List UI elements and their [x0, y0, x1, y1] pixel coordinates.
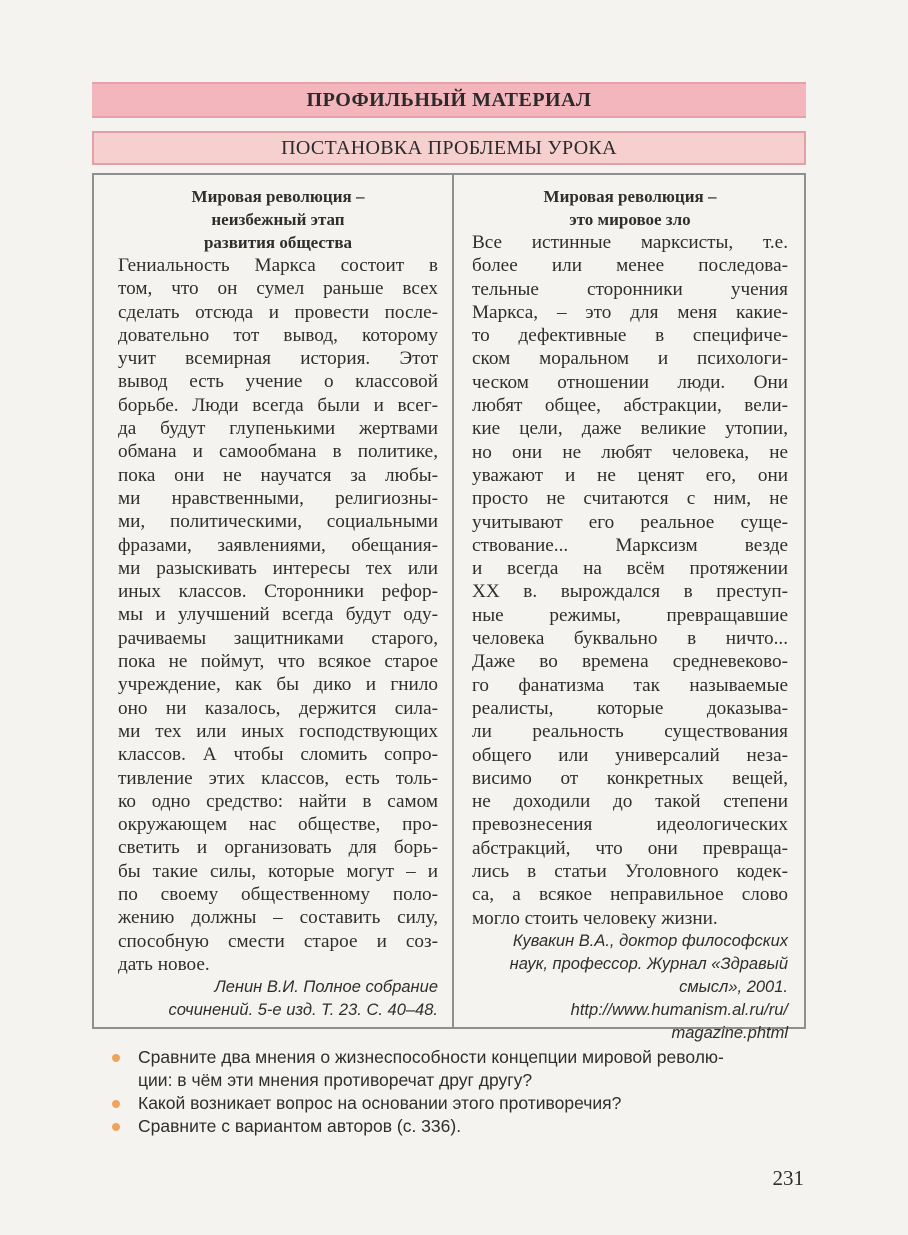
- section-banner-lesson-problem: [92, 131, 806, 165]
- text-line: Даже во времена средневеково-: [472, 651, 788, 673]
- text-line: ми нравственными, религиозны-: [118, 487, 438, 509]
- text-line: ми разыскивать интересы тех или: [118, 557, 438, 579]
- text-line: XX в. вырождался в преступ-: [472, 581, 788, 603]
- text-line: са, а всякое неправильное слово: [472, 884, 788, 906]
- text-line: борьбе. Люди всегда были и всег-: [118, 394, 438, 416]
- text-line: ми тех или иных господствующих: [118, 720, 438, 742]
- text-line: окружающем нас обществе, про-: [118, 814, 438, 836]
- source-citation-right: [472, 930, 788, 1045]
- heading-line: развития общества: [203, 233, 353, 252]
- text-line: сделать отсюда и провести после-: [118, 301, 438, 323]
- heading-line: неизбежный этап: [211, 210, 345, 229]
- text-line: более или менее последова-: [472, 255, 788, 277]
- text-line: тивление этих классов, есть толь-: [118, 767, 438, 789]
- citation-line: Кувакин В.А., доктор философских: [512, 931, 788, 950]
- opinion-heading-left: [118, 185, 438, 254]
- opinion-heading-right: [472, 185, 788, 231]
- bullet-icon: [112, 1100, 120, 1108]
- text-line: реалисты, которые доказыва-: [472, 697, 788, 719]
- text-line: Маркса, – это для меня какие-: [472, 301, 788, 323]
- text-line: пока они не научатся за любы-: [118, 464, 438, 486]
- text-line: го фанатизма так называемые: [472, 674, 788, 696]
- text-line: классов. А чтобы сломить сопро-: [118, 744, 438, 766]
- text-line: оно ни казалось, держится сила-: [118, 697, 438, 719]
- opinion-text-left: [118, 254, 438, 976]
- text-line: бы такие силы, которые могут – и: [118, 860, 438, 882]
- text-line: дать новое.: [118, 953, 210, 975]
- text-line: и всегда на всём протяжении: [472, 558, 788, 580]
- text-line: лись в статьи Уголовного кодек-: [472, 861, 788, 883]
- text-line: ческом отношении люди. Они: [472, 371, 788, 393]
- question-item: [112, 1046, 812, 1092]
- section-banner-profile-material: [92, 82, 806, 118]
- text-line: кие цели, даже великие утопии,: [472, 418, 788, 440]
- text-line: обмана и самообмана в политике,: [118, 441, 438, 463]
- text-line: иных классов. Сторонники рефор-: [118, 581, 438, 603]
- text-line: тельные сторонники учения: [472, 278, 788, 300]
- text-line: способную смести старое и соз-: [118, 930, 438, 952]
- text-line: могло стоить человеку жизни.: [472, 907, 718, 929]
- bullet-icon: [112, 1054, 120, 1062]
- text-line: висимо от конкретных вещей,: [472, 767, 788, 789]
- opinions-table: [92, 173, 806, 1042]
- opinion-text-right: [472, 231, 788, 930]
- citation-line: сочинений. 5-е изд. Т. 23. С. 40–48.: [168, 1001, 438, 1020]
- text-line: любят общее, абстракции, вели-: [472, 395, 788, 417]
- question-text: ции: в чём эти мнения противоречат друг другу?: [138, 1070, 533, 1090]
- text-line: превознесения идеологических: [472, 814, 788, 836]
- text-line: но они не любят человека, не: [472, 441, 788, 463]
- text-line: Гениальность Маркса состоит в: [118, 255, 438, 276]
- text-line: учит всемирная история. Этот: [118, 348, 438, 370]
- page-number: 231: [772, 1166, 804, 1190]
- heading-line: Мировая революция –: [191, 187, 365, 206]
- text-line: по своему общественному поло-: [118, 884, 438, 906]
- text-line: фразами, заявлениями, обещания-: [118, 534, 438, 556]
- heading-line: Мировая революция –: [543, 187, 717, 206]
- text-line: жению должны – составить силу,: [118, 907, 438, 929]
- text-line: не доходили до такой степени: [472, 791, 788, 813]
- text-line: да будут глупенькими жертвами: [118, 418, 438, 440]
- text-line: то дефективные в специфиче-: [472, 325, 788, 347]
- source-citation-left: [118, 976, 438, 1022]
- question-list: [112, 1046, 812, 1138]
- bullet-icon: [112, 1123, 120, 1131]
- question-text: Какой возникает вопрос на основании этого противоречия?: [138, 1093, 622, 1113]
- text-line: пока не поймут, что всякое старое: [118, 651, 438, 673]
- text-line: ствование... Марксизм везде: [472, 534, 788, 556]
- text-line: ском моральном и психологи-: [472, 348, 788, 370]
- text-line: рачиваемы защитниками старого,: [118, 627, 438, 649]
- citation-line: смысл», 2001.: [679, 977, 788, 996]
- question-text: Сравните два мнения о жизнеспособности концепции мировой револю-: [138, 1047, 724, 1067]
- text-line: уважают и не ценят его, они: [472, 464, 788, 486]
- text-line: мы и улучшений всегда будут оду-: [118, 604, 438, 626]
- text-line: довательно тот вывод, которому: [118, 324, 438, 346]
- question-item: [112, 1092, 812, 1115]
- question-item: [112, 1115, 812, 1138]
- text-line: ко одно средство: найти в самом: [118, 790, 438, 812]
- heading-line: это мировое зло: [569, 210, 691, 229]
- text-line: учитывают его реальное суще-: [472, 511, 788, 533]
- text-line: ли реальность существования: [472, 721, 788, 743]
- text-line: абстракций, что они превраща-: [472, 837, 788, 859]
- citation-line: наук, профессор. Журнал «Здравый: [509, 954, 788, 973]
- text-line: общего или универсалий неза-: [472, 744, 788, 766]
- text-line: ми, политическими, социальными: [118, 511, 438, 533]
- banner-subtitle: ПОСТАНОВКА ПРОБЛЕМЫ УРОКА: [281, 136, 617, 159]
- text-line: Все истинные марксисты, т.е.: [472, 232, 788, 253]
- text-line: том, что он сумел раньше всех: [118, 278, 438, 300]
- text-line: учреждение, как бы дико и гнило: [118, 674, 438, 696]
- citation-line: http://www.humanism.al.ru/ru/: [570, 1000, 788, 1019]
- citation-line: magazine.phtml: [671, 1023, 788, 1042]
- text-line: человека буквально в ничто...: [472, 628, 788, 650]
- text-line: просто не считаются с ним, не: [472, 488, 788, 510]
- text-line: светить и организовать для борь-: [118, 837, 438, 859]
- opinion-column-right: [454, 175, 804, 1042]
- text-line: ные режимы, превращавшие: [472, 604, 788, 626]
- citation-line: Ленин В.И. Полное собрание: [214, 978, 438, 997]
- opinion-column-left: [94, 175, 454, 1027]
- question-text: Сравните с вариантом авторов (с. 336).: [138, 1116, 462, 1136]
- banner-title: ПРОФИЛЬНЫЙ МАТЕРИАЛ: [306, 88, 592, 111]
- text-line: вывод есть учение о классовой: [118, 371, 438, 393]
